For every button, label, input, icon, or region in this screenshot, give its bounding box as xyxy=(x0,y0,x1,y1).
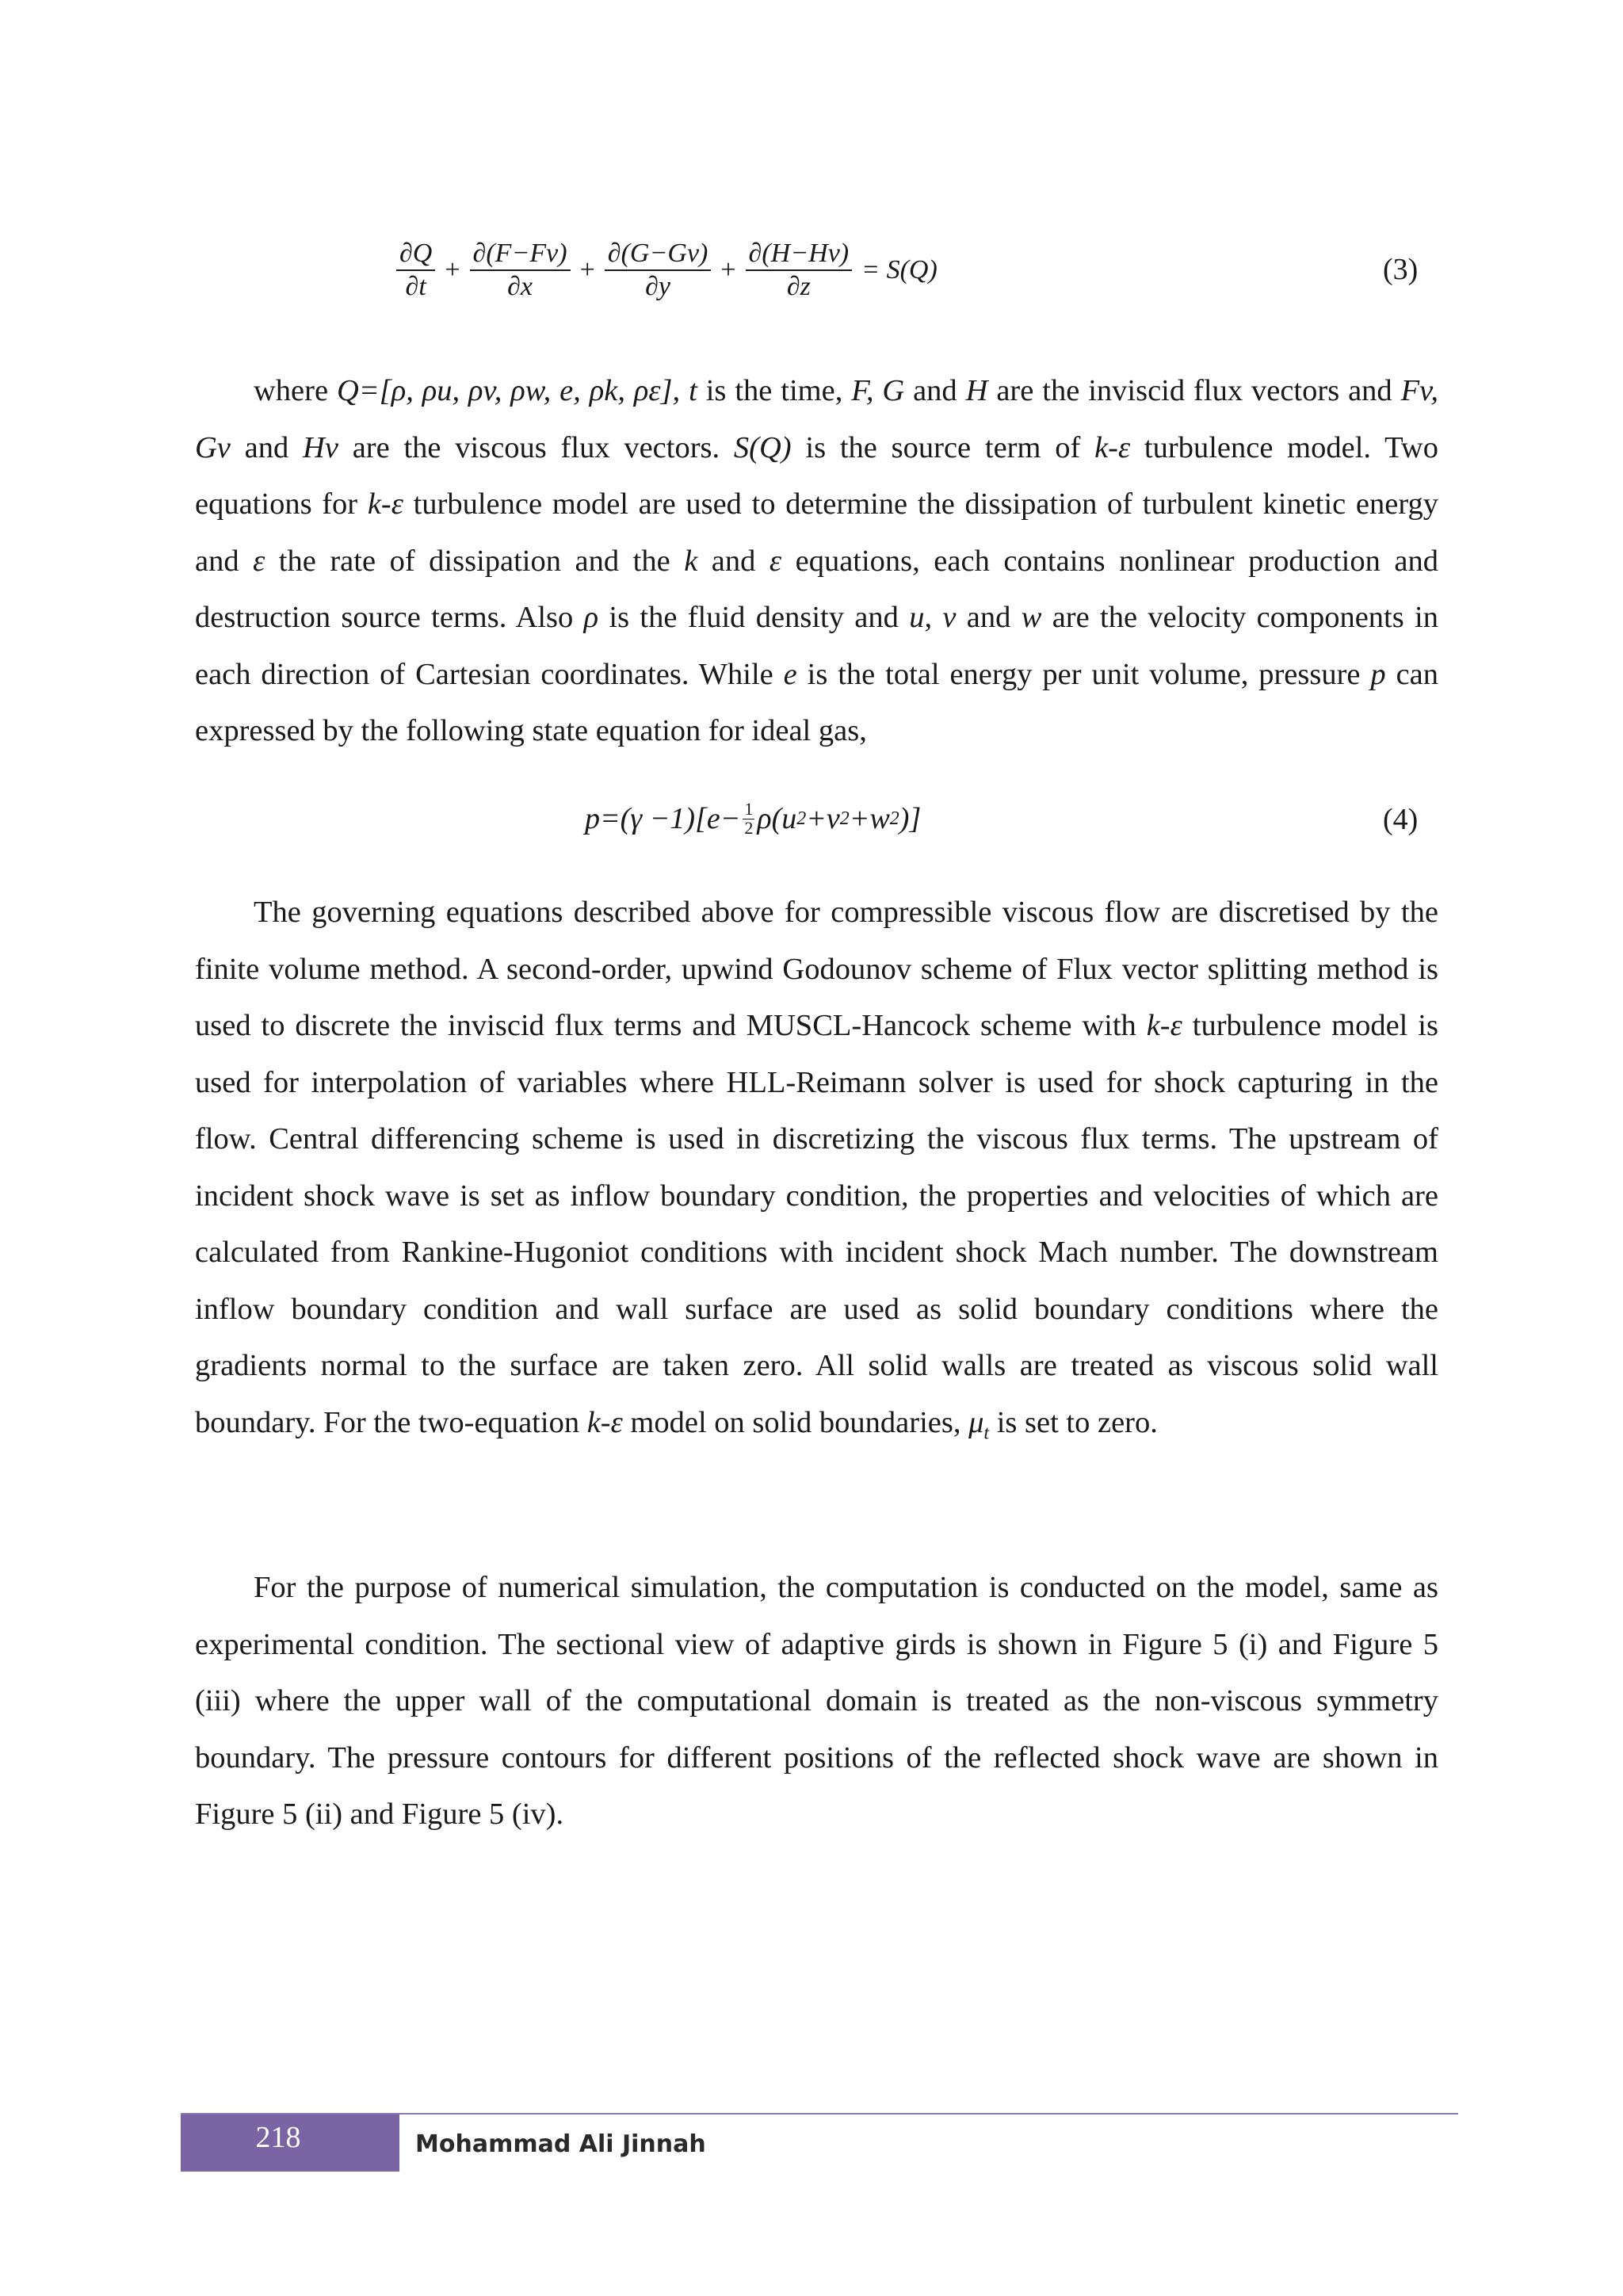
eq3-right-hand-side: = S(Q) xyxy=(861,255,938,285)
paragraph-numerical-simulation xyxy=(195,1560,1438,1843)
eq3-plus-1: + xyxy=(445,255,460,285)
text-run: are the velocity components in each direction of Cartesian coordinates. While xyxy=(195,601,1438,691)
text-run: H xyxy=(965,374,988,407)
text-run: ε xyxy=(769,544,782,578)
eq3-term-h-flux xyxy=(746,239,853,300)
text-run: the rate of dissipation and the xyxy=(265,544,685,578)
text-run: p xyxy=(1370,657,1386,691)
text-run: Fv, Gv xyxy=(195,374,1438,464)
text-run: k-ε xyxy=(1094,430,1131,464)
eq3-term3-denominator: ∂y xyxy=(645,272,671,301)
paragraph-numerical-method xyxy=(195,884,1438,1462)
eq3-term-g-flux xyxy=(605,239,712,300)
text-run: turbulence model is used for interpolation of variables where HLL-Reimann solver is used for shock capturing in the flow. Central differencing scheme is used in discretizing the viscous flux terms. The upstream of incident shock wave is set as inflow boundary condition, the properties and velocities of which are calculated from Rankine-Hugoniot conditions with incident shock Mach number. The downstream inflow boundary condition and wall surface are used as solid boundary conditions where the gradients normal to the surface are taken zero. All solid walls are treated as viscous solid wall boundary. For the two-equation xyxy=(195,1009,1438,1439)
eq3-plus-3: + xyxy=(720,255,736,285)
page-number: 218 xyxy=(255,2121,301,2154)
text-run: k-ε xyxy=(586,1405,623,1439)
text-run: turbulence model are used to determine the dissipation of turbulent kinetic energy and xyxy=(195,487,1438,578)
mu-subscript: t xyxy=(983,1423,990,1444)
text-run: Hv xyxy=(303,430,338,464)
eq3-term1-numerator: ∂Q xyxy=(396,239,435,271)
eq3-term4-denominator: ∂z xyxy=(786,272,811,301)
text-run: is set to zero. xyxy=(989,1405,1158,1439)
equation-3-number: (3) xyxy=(1383,253,1419,286)
equation-4: p=(γ −1)[e− $\frac{1}{2}$ ρ(u 2 +v 2 +w 2 )] xyxy=(585,799,922,838)
text-run: is the time, xyxy=(697,374,852,407)
text-run: and xyxy=(956,601,1022,634)
text-run: F, G xyxy=(851,374,905,407)
text-run: e xyxy=(783,657,797,691)
eq4-plus-v: +v xyxy=(806,802,840,835)
eq3-term1-denominator: ∂t xyxy=(405,272,426,301)
text-run: can expressed by the following state equation for ideal gas, xyxy=(195,657,1438,747)
text-run: Q=[ρ, ρu, ρv, ρw, e, ρk, ρε], t xyxy=(336,374,697,407)
text-run: model on solid boundaries, xyxy=(622,1405,969,1439)
eq3-term2-numerator: ∂(F−Fv) xyxy=(470,239,571,271)
eq3-term-dq-dt xyxy=(396,239,435,300)
eq4-lhs: p=(γ −1)[e− xyxy=(585,802,741,835)
text-run: are the inviscid flux vectors and xyxy=(987,374,1401,407)
equation-3 xyxy=(391,235,938,306)
text-run: S(Q) xyxy=(733,430,792,464)
text-run: turbulence model. Two equations for xyxy=(195,430,1438,521)
eq4-mid: ρ(u xyxy=(757,802,797,835)
eq4-plus-w: +w xyxy=(849,802,890,835)
eq3-term-f-flux xyxy=(470,239,571,300)
text-run: k-ε xyxy=(1146,1009,1182,1042)
eq3-term3-numerator: ∂(G−Gv) xyxy=(605,239,712,271)
text-run: and xyxy=(697,544,769,578)
eq3-term4-numerator: ∂(H−Hv) xyxy=(746,239,853,271)
text-run: The governing equations described above for compressible viscous flow are discretised by the finite volume method. A second-order, upwind Godounov scheme of Flux vector splitting method is used to discrete the inviscid flux terms and MUSCL-Hancock scheme with xyxy=(195,896,1438,1042)
text-run: ε xyxy=(253,544,265,578)
text-run: k-ε xyxy=(367,487,403,521)
text-run: k xyxy=(684,544,698,578)
eq4-one-half xyxy=(743,800,754,837)
text-run: is the total energy per unit volume, pressure xyxy=(796,657,1371,691)
paragraph-governing-equations-definitions xyxy=(195,363,1438,760)
text-run: where xyxy=(254,374,337,407)
text-run: equations, each contains nonlinear production and destruction source terms. Also xyxy=(195,544,1438,634)
eq3-term2-denominator: ∂x xyxy=(507,272,533,301)
text-run: For the purpose of numerical simulation, the computation is conducted on the model, same as experimental condition. The sectional view of adaptive girds is shown in Figure 5 (i) and Figure 5 (iii) where the upper wall of the computational domain is treated as the non-viscous symmetry boundary. The pressure contours for different positions of the reflected shock wave are shown in Figure 5 (ii) and Figure 5 (iv). xyxy=(195,1571,1438,1831)
text-run: is the source term of xyxy=(791,430,1095,464)
eq4-half-numerator: 1 xyxy=(744,799,754,819)
text-run: ρ xyxy=(583,601,599,634)
eq4-close: )] xyxy=(899,802,922,835)
text-run: are the viscous flux vectors. xyxy=(338,430,734,464)
text-run: w xyxy=(1021,601,1042,634)
text-run: and xyxy=(230,430,304,464)
eq3-plus-2: + xyxy=(579,255,595,285)
equation-4-number: (4) xyxy=(1383,803,1419,836)
running-footer-author: Mohammad Ali Jinnah xyxy=(415,2130,706,2158)
text-run: u, v xyxy=(909,601,957,634)
text-run: is the fluid density and xyxy=(598,601,910,634)
text-run: and xyxy=(904,374,966,407)
eq4-half-denominator: 2 xyxy=(744,818,754,838)
text-run: μ xyxy=(968,1405,984,1439)
